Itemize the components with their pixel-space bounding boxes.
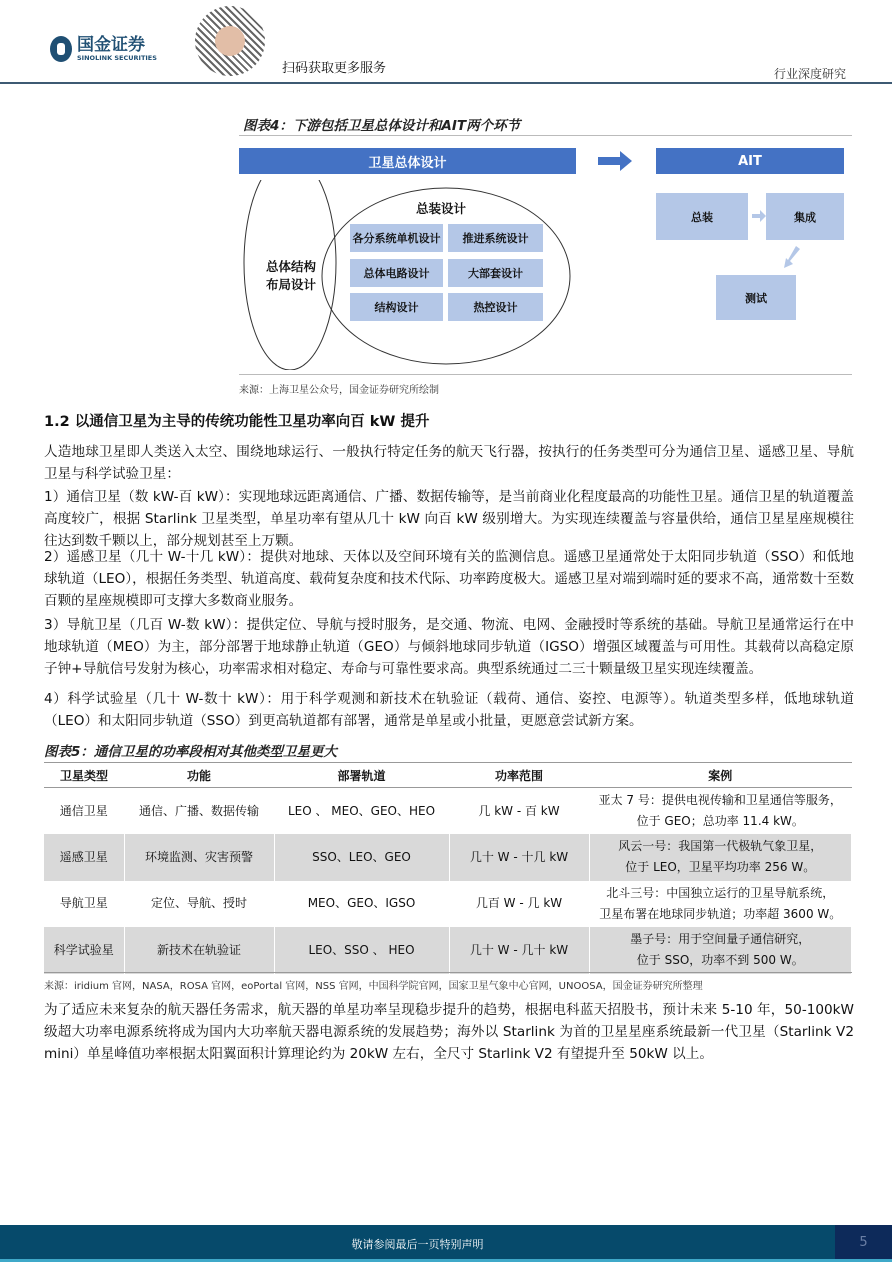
case-line: 风云一号：我国第一代极轨气象卫星， [618,839,823,854]
overall-design-bar: 卫星总体设计 [239,148,576,174]
col-header: 卫星类型 [44,763,124,788]
arrow-down-left-icon [784,246,800,268]
header-divider [0,82,892,84]
scan-text: 扫码获取更多服务 [282,61,387,76]
table-cell: 定位、导航、授时 [124,881,274,928]
report-type: 行业深度研究 [773,67,846,81]
table-cell: MEO、GEO、IGSO [274,881,449,928]
structure-layout-label: 总体结构 布局设计 [265,259,316,292]
case-line: 位于 LEO，卫星平均功率 256 W。 [625,860,816,875]
design-box: 总体电路设计 [350,259,443,287]
col-header: 案例 [589,763,852,788]
table-cell: 环境监测、灾害预警 [124,834,274,881]
case-cell [589,788,852,835]
case-line: 墨子号：用于空间量子通信研究， [630,932,811,947]
table-cell: 几十 W - 十几 kW [449,834,589,881]
company-logo [50,36,157,62]
divider [239,135,852,136]
arrow-right-icon [752,210,766,222]
design-box: 结构设计 [350,293,443,321]
assembly-design-title: 总装设计 [416,201,467,216]
figure4-title: 图表4：下游包括卫星总体设计和AIT两个环节 [243,118,521,134]
table-cell: 遥感卫星 [44,834,124,881]
table-cell: 几百 W - 几 kW [449,881,589,928]
divider [44,972,852,973]
paragraph: 4）科学试验星（几十 W-数十 kW）：用于科学观测和新技术在轨验证（载荷、通信、姿控、电源等）。轨道类型多样，低地球轨道（LEO）和太阳同步轨道（SSO）到更高轨道都有部署，通常是单星或小批量，更愿意尝试新方案。 [44,691,854,729]
col-header: 功率范围 [449,763,589,788]
paragraph: 1）通信卫星（数 kW-百 kW）：实现地球远距离通信、广播、数据传输等，是当前商业化程度最高的功能性卫星。通信卫星的轨道覆盖高度较广，根据 Starlink 卫星类型，单星功率有望从几十 kW 向百 kW 级别增大。为实现连续覆盖与容量供给，通信卫星星座规模往往达到数千颗以上，部分规划甚至上万颗。 [44,489,854,549]
table-cell: 通信卫星 [44,788,124,835]
design-box: 各分系统单机设计 [350,224,443,252]
figure4-source: 来源：上海卫星公众号，国金证券研究所绘制 [239,385,439,396]
table-cell: 几 kW - 百 kW [449,788,589,835]
case-line: 北斗三号：中国独立运行的卫星导航系统， [606,885,835,900]
case-line: 位于 GEO；总功率 11.4 kW。 [636,814,804,828]
col-header: 功能 [124,763,274,788]
table-cell: 导航卫星 [44,881,124,928]
table-cell: 科学试验星 [44,927,124,974]
table-cell: 新技术在轨验证 [124,927,274,974]
table-cell: 通信、广播、数据传输 [124,788,274,835]
table-row [44,881,852,928]
disclaimer-notice: 敬请参阅最后一页特别声明 [351,1238,484,1251]
logo-cn: 国金证券 [77,35,145,55]
table-cell: 几十 W - 几十 kW [449,927,589,974]
design-box: 热控设计 [448,293,543,321]
ait-box-integration: 集成 [766,193,844,240]
section-heading: 1.2 以通信卫星为主导的传统功能性卫星功率向百 kW 提升 [44,414,430,430]
qr-code-icon [195,6,265,76]
table-header-row [44,763,852,788]
table-cell: SSO、LEO、GEO [274,834,449,881]
table-row [44,834,852,881]
figure5-title: 图表5：通信卫星的功率段相对其他类型卫星更大 [44,744,337,760]
closing-paragraph: 为了适应未来复杂的航天器任务需求，航天器的单星功率呈现稳步提升的趋势，根据电科蓝天招股书，预计未来 5-10 年，50-100kW 级超大功率电源系统将成为国内大功率航天器电源系统的发展趋势；海外以 Starlink 为首的卫星星座系统最新一代卫星（Starlink V2 mini）单星峰值功率根据太阳翼面积计算理论约为 20kW 左右，全尺寸 Starlink V2 有望提升至 50kW 以上。 [44,1002,854,1062]
paragraph: 3）导航卫星（几百 W-数 kW）：提供定位、导航与授时服务，是交通、物流、电网、金融授时等系统的基础。导航卫星通常运行在中地球轨道（MEO）为主，部分部署于地球静止轨道（GEO）与倾斜地球同步轨道（IGSO）增强区域覆盖与可用性。其载荷以高稳定原子钟+导航信号发射为核心，功率需求相对稳定、寿命与可靠性要求高。典型系统通过二三十颗量级卫星实现连续覆盖。 [44,617,854,677]
design-box: 推进系统设计 [448,224,543,252]
arrow-right-icon [598,150,634,172]
page-number: 5 [835,1225,892,1259]
ait-box-assembly: 总装 [656,193,748,240]
case-line: 亚太 7 号：提供电视传输和卫星通信等服务， [598,793,842,807]
table-cell: LEO、SSO 、 HEO [274,927,449,974]
design-box: 大部套设计 [448,259,543,287]
divider [239,374,852,375]
logo-mark-icon [50,36,72,62]
table-cell: LEO 、 MEO、GEO、HEO [274,788,449,835]
figure5-source: 来源：iridium 官网，NASA，ROSA 官网，eoPortal 官网，NSS 官网，中国科学院官网，国家卫星气象中心官网，UNOOSA，国金证券研究所整理 [44,981,703,992]
table-row [44,788,852,835]
col-header: 部署轨道 [274,763,449,788]
footer-bar [0,1225,892,1262]
case-line: 位于 SSO，功率不到 500 W。 [636,953,804,968]
case-cell [589,927,852,974]
ait-bar: AIT [656,148,844,174]
case-line: 卫星布署在地球同步轨道；功率超 3600 W。 [599,906,842,921]
satellite-types-table [44,762,852,974]
paragraph: 2）遥感卫星（几十 W-十几 kW）：提供对地球、天体以及空间环境有关的监测信息。遥感卫星通常处于太阳同步轨道（SSO）和低地球轨道（LEO），根据任务类型、轨道高度、载荷复杂度和技术代际、功率跨度极大。遥感卫星对端到端时延的要求不高，通常数十至数百颗的星座规模即可支撑大多数商业服务。 [44,549,854,609]
logo-en: SINOLINK SECURITIES [77,54,157,62]
ait-box-test: 测试 [716,275,796,320]
case-cell [589,881,852,928]
paragraph: 人造地球卫星即人类送入太空、围绕地球运行、一般执行特定任务的航天飞行器，按执行的任务类型可分为通信卫星、遥感卫星、导航卫星与科学试验卫星： [44,444,854,482]
case-cell [589,834,852,881]
table-row [44,927,852,974]
